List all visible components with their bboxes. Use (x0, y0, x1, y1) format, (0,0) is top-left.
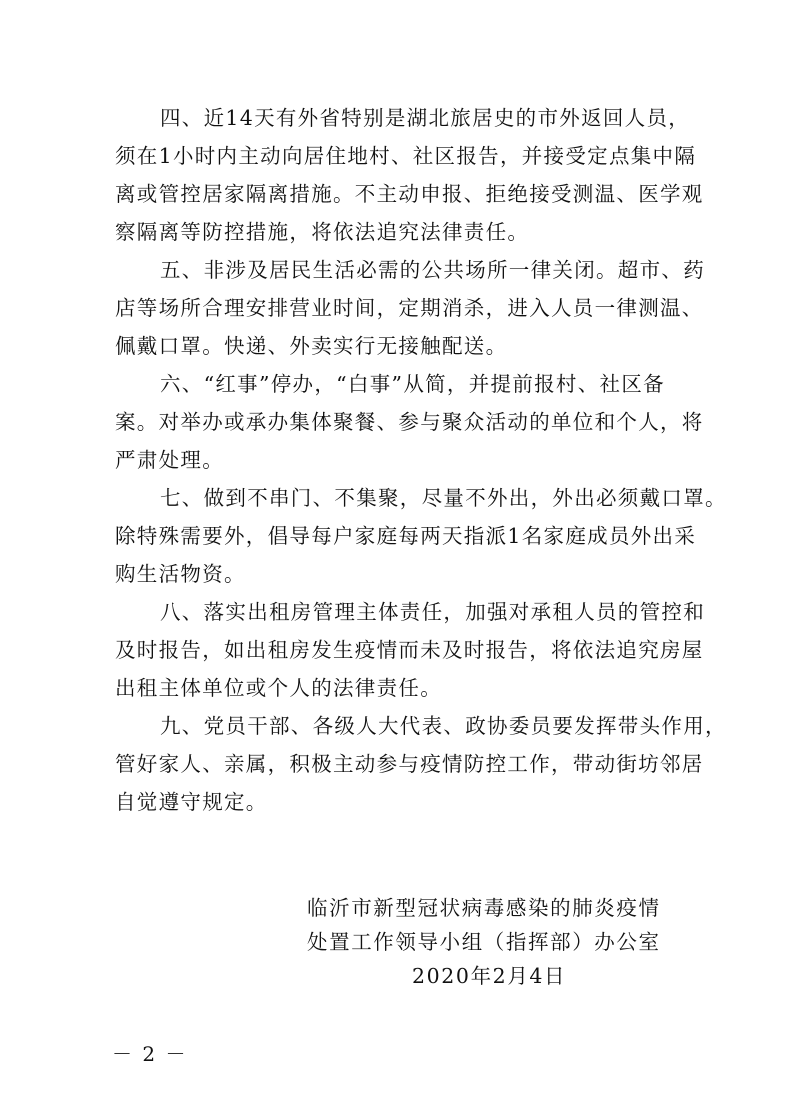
paragraph-line: 案。对举办或承办集体聚餐、参与聚众活动的单位和个人，将 (115, 410, 704, 434)
paragraph-line: 七、做到不串门、不集聚，尽量不外出，外出必须戴口罩。 (160, 486, 727, 510)
paragraph-line: 严肃处理。 (115, 448, 224, 472)
paragraph-line: 九、党员干部、各级人大代表、政协委员要发挥带头作用， (160, 714, 727, 738)
paragraph-line: 出租主体单位或个人的法律责任。 (115, 676, 442, 700)
paragraph-line: 购生活物资。 (115, 562, 246, 586)
page-number: － 2 － (112, 1042, 188, 1066)
paragraph-line: 佩戴口罩。快递、外卖实行无接触配送。 (115, 334, 508, 358)
paragraph-line: 四、近14天有外省特别是湖北旅居史的市外返回人员， (160, 106, 691, 130)
paragraph-line: 店等场所合理安排营业时间，定期消杀，进入人员一律测温、 (115, 296, 704, 320)
paragraph-line: 须在1小时内主动向居住地村、社区报告，并接受定点集中隔 (115, 144, 697, 168)
paragraph-line: 自觉遵守规定。 (115, 790, 268, 814)
signature-date: 2020年2月4日 (412, 964, 567, 988)
signature-org-line-1: 临沂市新型冠状病毒感染的肺炎疫情 (307, 896, 661, 920)
paragraph-line: 管好家人、亲属，积极主动参与疫情防控工作，带动街坊邻居 (115, 752, 704, 776)
paragraph-line: 六、“红事”停办，“白事”从简，并提前报村、社区备 (160, 372, 665, 396)
paragraph-line: 及时报告，如出租房发生疫情而未及时报告，将依法追究房屋 (115, 638, 704, 662)
paragraph-line: 除特殊需要外，倡导每户家庭每两天指派1名家庭成员外出采 (115, 524, 697, 548)
paragraph-line: 察隔离等防控措施，将依法追究法律责任。 (115, 220, 530, 244)
paragraph-line: 五、非涉及居民生活必需的公共场所一律关闭。超市、药 (160, 258, 705, 282)
paragraph-line: 离或管控居家隔离措施。不主动申报、拒绝接受测温、医学观 (115, 182, 704, 206)
paragraph-line: 八、落实出租房管理主体责任，加强对承租人员的管控和 (160, 600, 705, 624)
signature-org-line-2: 处置工作领导小组（指挥部）办公室 (307, 930, 661, 954)
